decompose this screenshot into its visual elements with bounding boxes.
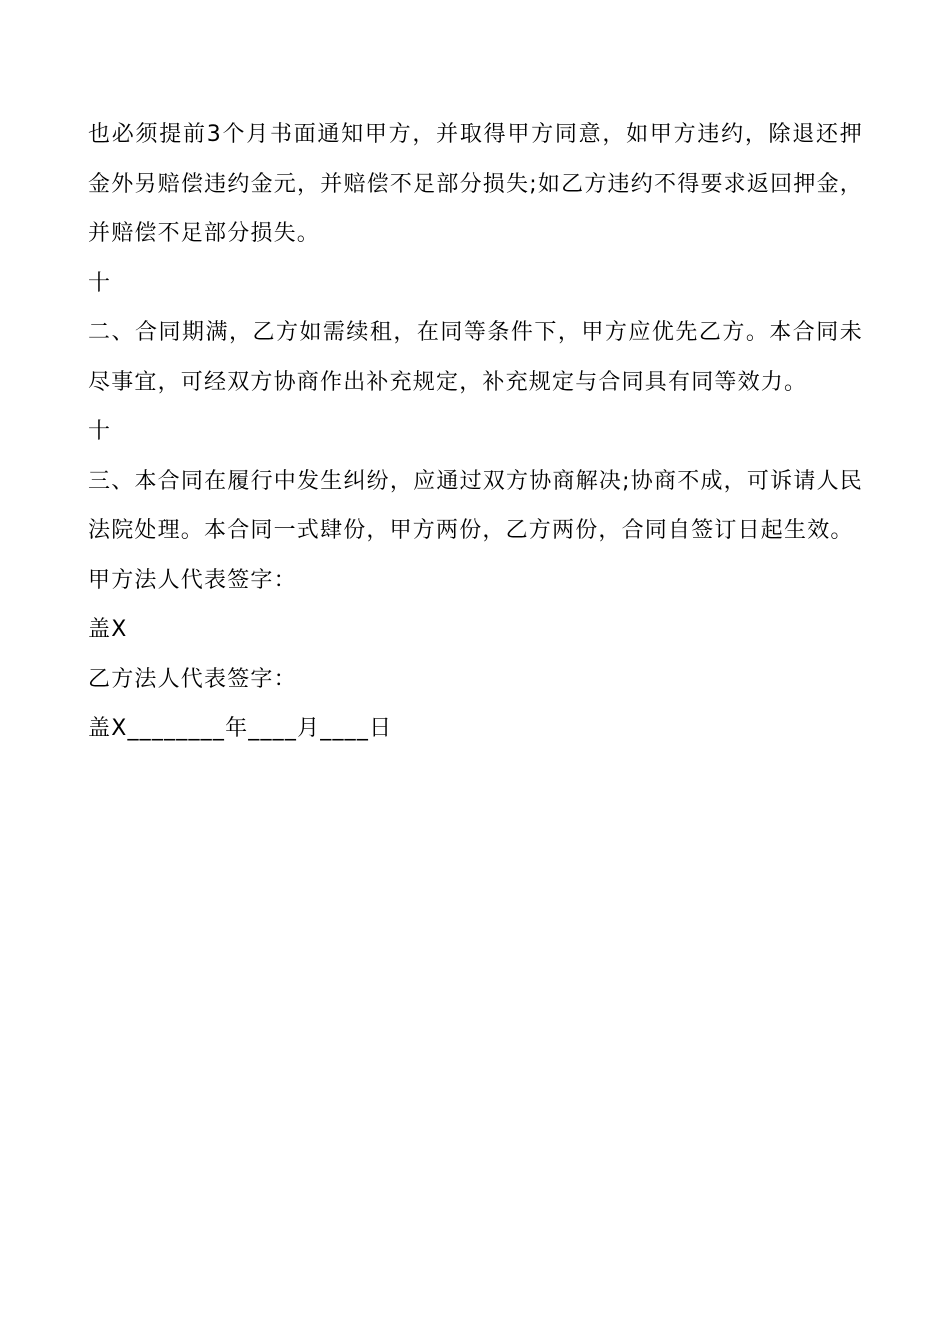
- document-body: [88, 110, 863, 754]
- paragraph-deposit-terms: 也必须提前3个月书面通知甲方，并取得甲方同意，如甲方违约，除退还押金外另赔偿违约金元，并赔偿不足部分损失;如乙方违约不得要求返回押金，并赔偿不足部分损失。: [88, 122, 863, 246]
- paragraph-ten-marker-1: 十: [88, 270, 112, 296]
- paragraph-dispute-terms: 三、本合同在履行中发生纠纷，应通过双方协商解决;协商不成，可诉请人民法院处理。本合同一式肆份，甲方两份，乙方两份，合同自签订日起生效。: [88, 468, 863, 543]
- paragraph-ten-marker-2: 十: [88, 419, 112, 444]
- party-a-signature-label: 甲方法人代表签字：: [88, 567, 297, 593]
- party-b-signature-label: 乙方法人代表签字：: [88, 666, 297, 692]
- party-a-seal: 盖X: [88, 617, 128, 642]
- paragraph-renewal-terms: 二、合同期满，乙方如需续租，在同等条件下，甲方应优先乙方。本合同未尽事宜，可经双方协商作出补充规定，补充规定与合同具有同等效力。: [88, 320, 863, 395]
- party-b-seal-date: 盖X________年____月____日: [88, 716, 393, 741]
